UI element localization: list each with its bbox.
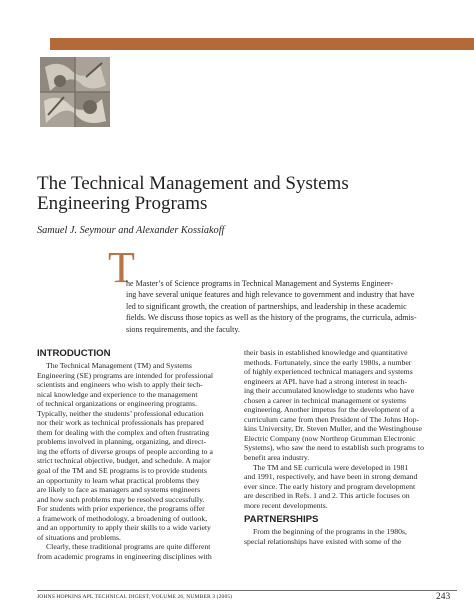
text-line: ing their accumulated knowledge to students who have (244, 386, 415, 396)
text-line: are likely to face as managers and systems engineers (37, 485, 201, 495)
title-line: The Technical Management and Systems (37, 173, 349, 194)
text-line: Typically, neither the students’ professional education (37, 408, 204, 418)
article-title (37, 174, 457, 214)
left-column (37, 348, 235, 561)
section-heading-introduction: INTRODUCTION (37, 348, 111, 359)
abstract-line: led to significant growth, the creation of partnerships, and leadership in these academic (126, 301, 407, 311)
text-line: goal of the TM and SE programs is to provide students (37, 466, 207, 476)
text-line: nor their work as technical professionals has prepared (37, 418, 204, 428)
intro-paragraph-4 (244, 463, 442, 511)
abstract-line: he Master’s of Science programs in Technical Management and Systems Engineer- (126, 279, 394, 288)
article-authors: Samuel J. Seymour and Alexander Kossiakoff (37, 225, 225, 236)
abstract (108, 251, 446, 335)
abstract-line: sions requirements, and the faculty. (126, 324, 240, 334)
decorative-pattern-image (40, 57, 110, 127)
text-line: Engineering (SE) programs are intended for professional (37, 370, 214, 380)
text-line: problems involved in planning, organizing, and direct- (37, 437, 207, 447)
text-line: methods. Fortunately, since the early 1980s, a number (244, 357, 412, 367)
title-line: Engineering Programs (37, 193, 208, 214)
text-line: engineers at APL have had a strong interest in teach- (244, 376, 408, 386)
text-line: The TM and SE curricula were developed in 1981 (253, 462, 409, 472)
text-line: Clearly, these traditional programs are quite different (46, 542, 211, 552)
text-line: ever since. The early history and program development (244, 481, 416, 491)
section-heading-partnerships: PARTNERSHIPS (244, 514, 319, 526)
journal-citation: JOHNS HOPKINS APL TECHNICAL DIGEST, VOLUME 26, NUMBER 3 (2005) (37, 594, 233, 600)
text-line: kins University, Dr. Steven Muller, and the Westinghouse (244, 424, 422, 434)
right-column (244, 348, 442, 546)
text-line: special relationships have existed with some of the (244, 536, 402, 546)
text-line: Systems), who saw the need to establish such programs to (244, 443, 424, 453)
text-line: are described in Refs. 1 and 2. This article focuses on (244, 491, 410, 501)
text-line: of highly experienced technical managers and systems (244, 367, 413, 377)
text-line: a framework of methodology, a broadening of outlook, (37, 513, 208, 523)
intro-paragraph-2 (37, 542, 235, 561)
text-line: them for dealing with the complex and often frustrating (37, 427, 210, 437)
partnerships-paragraph-1 (244, 527, 442, 546)
text-line: nical knowledge and experience to the management (37, 389, 198, 399)
text-line: For students with prior experience, the programs offer (37, 504, 205, 514)
text-line: an opportunity to learn what practical problems they (37, 475, 200, 485)
text-line: engineering. Another impetus for the development of a (244, 405, 415, 415)
text-line: ing the efforts of diverse groups of people according to a (37, 446, 213, 456)
text-line: of situations and problems. (37, 532, 121, 542)
text-line: their basis in established knowledge and quantitative (244, 348, 408, 357)
text-line: benefit area industry. (244, 453, 310, 463)
abstract-line: fields. We discuss those topics as well as the history of the programs, the curricula, admis- (126, 313, 417, 323)
drop-cap: T (108, 243, 135, 292)
text-line: chosen a career in technical management or systems (244, 395, 407, 405)
text-line: From the beginning of the programs in the 1980s, (253, 527, 407, 537)
text-line: and an opportunity to apply their skills to a wide variety (37, 523, 211, 533)
text-line: Electric Company (now Northrop Grumman Electronic (244, 433, 416, 443)
text-line: The Technical Management (TM) and Systems (46, 361, 192, 370)
page-number: 243 (436, 592, 451, 602)
intro-paragraph-3 (244, 348, 442, 463)
text-line: strict technical objective, budget, and schedule. A major (37, 456, 211, 466)
text-line: of technical organizations or engineering programs. (37, 399, 197, 409)
text-line: and how such problems may be resolved successfully. (37, 494, 205, 504)
footer-rule (37, 590, 457, 591)
text-line: from academic programs in engineering disciplines with (37, 551, 212, 561)
text-line: curriculum came from then President of The Johns Hop- (244, 414, 420, 424)
text-line: scientists and engineers who wish to apply their tech- (37, 380, 203, 390)
text-line: and 1991, respectively, and have been in strong demand (244, 472, 418, 482)
intro-paragraph-1 (37, 361, 235, 542)
abstract-line: ing have several unique features and high relevance to government and industry that have (126, 290, 415, 300)
header-color-band (50, 38, 474, 50)
text-line: more recent developments. (244, 500, 328, 510)
